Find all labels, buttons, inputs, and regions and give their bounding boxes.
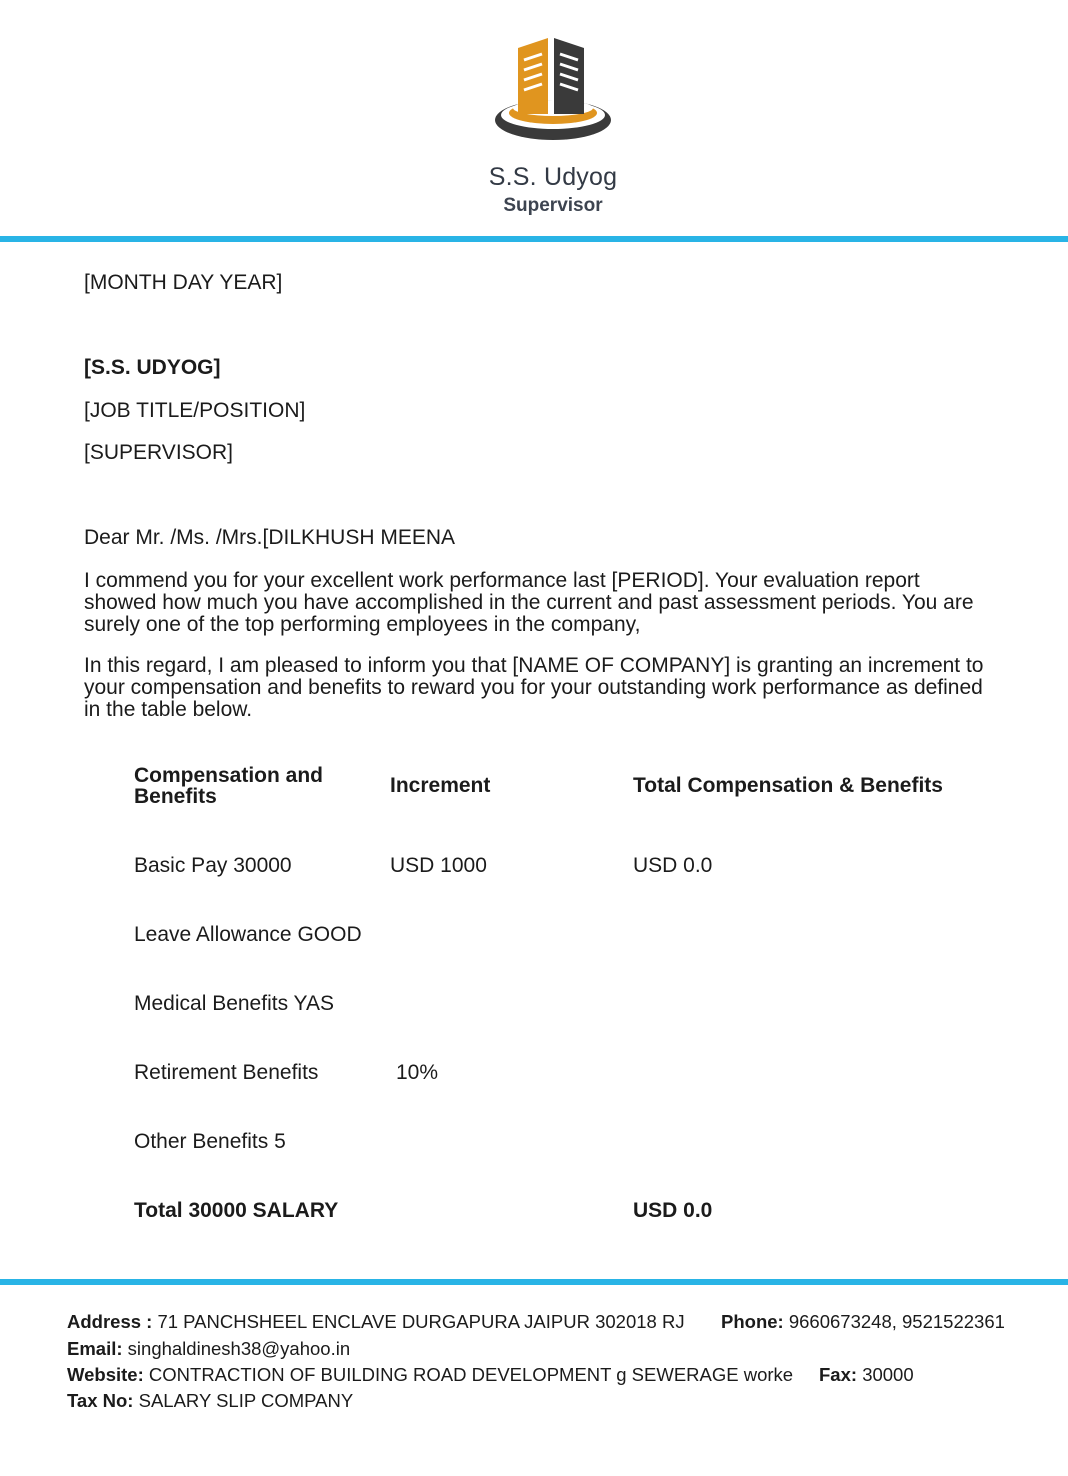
- paragraph-commendation: I commend you for your excellent work performance last [PERIOD]. Your evaluation report showed how much you have accomplished in the current and past assessment periods. You are surely one of the top performing employees in the company,: [84, 569, 974, 636]
- table-cell: Leave Allowance GOOD: [134, 923, 362, 946]
- paragraph-increment: In this regard, I am pleased to inform you that [NAME OF COMPANY] is granting an increment to your compensation and benefits to reward you for your outstanding work performance as defined in the table below.: [84, 654, 984, 721]
- footer-address: [67, 1311, 685, 1333]
- fax-label: Fax:: [819, 1364, 858, 1385]
- table-total-label: Total 30000 SALARY: [134, 1199, 339, 1222]
- building-logo-icon: [490, 34, 616, 144]
- tax-value: SALARY SLIP COMPANY: [138, 1390, 354, 1411]
- table-cell: Other Benefits 5: [134, 1130, 286, 1153]
- footer-divider: [0, 1279, 1068, 1285]
- address-value: 71 PANCHSHEEL ENCLAVE DURGAPURA JAIPUR 302018 RJ: [157, 1311, 685, 1332]
- address-label: Address :: [67, 1311, 153, 1332]
- phone-value: 9660673248, 9521522361: [788, 1311, 1005, 1332]
- table-cell: USD 0.0: [633, 854, 713, 877]
- table-header-compensation: Compensation and Benefits: [134, 764, 324, 808]
- footer-fax: [819, 1364, 914, 1386]
- website-value: CONTRACTION OF BUILDING ROAD DEVELOPMENT g SEWERAGE worke: [148, 1364, 794, 1385]
- salutation: Dear Mr. /Ms. /Mrs.[DILKHUSH MEENA: [84, 526, 456, 549]
- table-cell: USD 1000: [390, 854, 487, 877]
- recipient-supervisor: [SUPERVISOR]: [84, 441, 233, 464]
- table-cell: 10%: [396, 1061, 439, 1084]
- letterhead: [0, 0, 1068, 238]
- table-cell: Retirement Benefits: [134, 1061, 319, 1084]
- phone-label: Phone:: [721, 1311, 784, 1332]
- header-divider: [0, 236, 1068, 242]
- letter-date: [MONTH DAY YEAR]: [84, 271, 283, 294]
- email-label: Email:: [67, 1338, 123, 1359]
- table-header-total: Total Compensation & Benefits: [633, 774, 943, 797]
- email-value: singhaldinesh38@yahoo.in: [127, 1338, 351, 1359]
- company-subtitle: Supervisor: [503, 195, 603, 216]
- footer-email: [67, 1338, 350, 1360]
- table-total-value: USD 0.0: [633, 1199, 713, 1222]
- recipient-job-title: [JOB TITLE/POSITION]: [84, 399, 306, 422]
- table-cell: Basic Pay 30000: [134, 854, 292, 877]
- tax-label: Tax No:: [67, 1390, 134, 1411]
- footer-phone: [721, 1311, 1005, 1333]
- table-header-increment: Increment: [390, 774, 491, 797]
- footer-website: [67, 1364, 793, 1386]
- company-name: S.S. Udyog: [488, 163, 618, 191]
- table-cell: Medical Benefits YAS: [134, 992, 334, 1015]
- recipient-company: [S.S. UDYOG]: [84, 356, 221, 379]
- footer-tax: [67, 1390, 353, 1412]
- fax-value: 30000: [862, 1364, 914, 1385]
- website-label: Website:: [67, 1364, 144, 1385]
